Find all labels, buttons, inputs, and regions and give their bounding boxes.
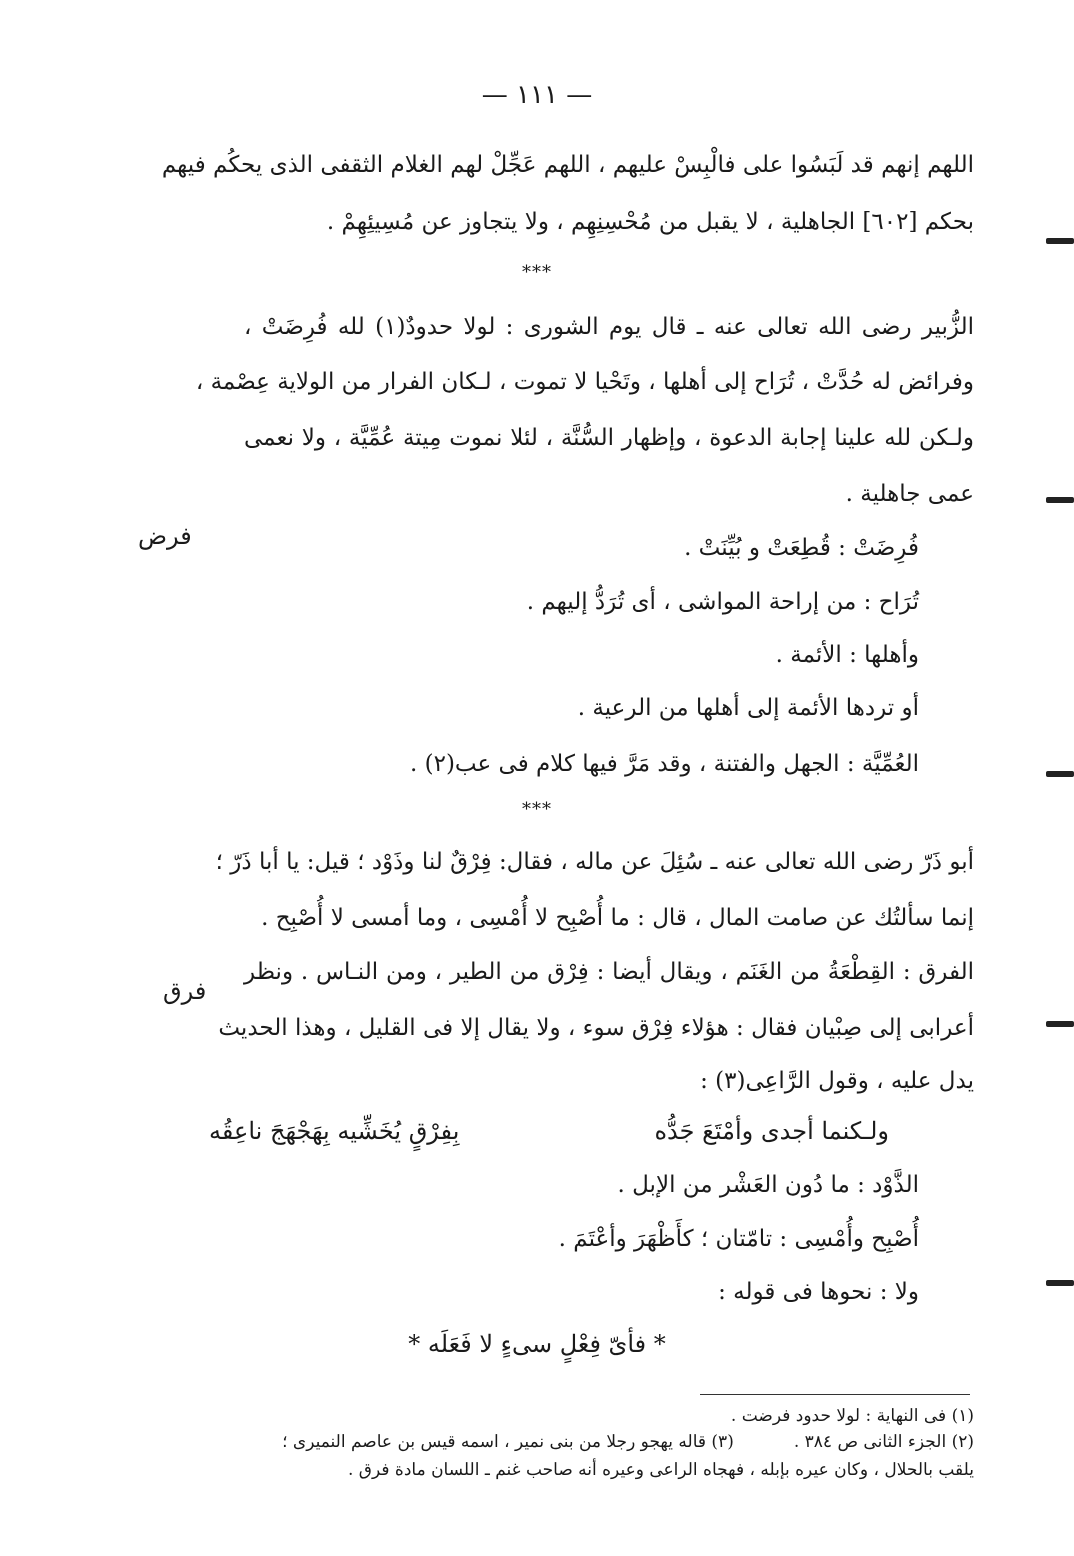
margin-root-frd: فرض: [138, 522, 192, 550]
margin-root-frq: فرق: [163, 977, 207, 1005]
footnote-3: (٣) قاله يهجو رجلا من بنى نمير ، اسمه قيس بن عاصم النميرى ؛: [282, 1432, 734, 1452]
entry2-line-2: إنما سألتُك عن صامت المال ، قال : ما أُصْبِح لا أُمْسِى ، وما أمسى لا أُصْبِح .: [261, 905, 974, 931]
entry1-line-4: عمى جاهلية .: [845, 481, 974, 507]
gloss-firq-line-1: الفرق : القِطْعَةُ من الغَنَم ، ويقال أيضا : فِرْق من الطير ، ومن النـاس . ونظر: [244, 959, 974, 985]
footnote-rule: [700, 1394, 970, 1395]
footnote-row-2: [214, 1430, 974, 1454]
gloss-turah: تُرَاح : من إراحة المواشى ، أى تُرَدُّ إليهم .: [526, 589, 919, 615]
gloss-la: ولا : نحوها فى قوله :: [718, 1279, 919, 1305]
section-separator: ***: [522, 262, 552, 283]
entry1-line-3: ولـكن لله علينا إجابة الدعوة ، وإظهار السُّنَّة ، لئلا نموت مِيتة عُمِّيَّة ، ولا نعمى: [244, 425, 974, 451]
intro-line-2: بحكم [٦٠٢] الجاهلية ، لا يقبل من مُحْسِنِهِم ، ولا يتجاوز عن مُسِيئِهِمْ .: [326, 209, 974, 235]
gloss-ahluha: وأهلها : الأئمة .: [775, 642, 919, 668]
section-separator-2: ***: [522, 799, 552, 820]
gloss-firq-line-3: يدل عليه ، وقول الرَّاعِى(٣) :: [700, 1068, 974, 1094]
verse-hemistich-2: بِفِرْقٍ يُخَشِّيه بِهَجْهَجَ ناعِقُه: [209, 1117, 460, 1145]
entry1-line-2: وفرائض له حُدَّتْ ، تُرَاح إلى أهلها ، وتَحْيا لا تموت ، لـكان الفرار من الولاية عِصْمة ،: [195, 369, 974, 395]
page-number: — ١١١ —: [481, 80, 593, 110]
entry2-line-1: أبو ذَرّ رضى الله تعالى عنه ـ سُئِلَ عن ماله ، فقال: فِرْقٌ لنا وذَوْد ؛ قيل: يا أبا ذَرّ ؛: [215, 849, 974, 875]
gloss-furidat: فُرِضَتْ : قُطِعَتْ و بُيِّنَتْ .: [684, 535, 919, 561]
verse-hemistich-1: ولـكنما أجدى وأمْتَعَ جَدُّه: [654, 1117, 889, 1145]
edge-mark: [1046, 1280, 1074, 1286]
footnote-3-continued: يلقب بالحلال ، وكان عيره بإبله ، فهجاه الراعى وعيره أنه صاحب غنم ـ اللسان مادة فرق .: [348, 1460, 974, 1480]
footnote-2: (٢) الجزء الثانى ص ٣٨٤ .: [793, 1432, 974, 1452]
edge-mark: [1046, 238, 1074, 244]
gloss-ayimma: أو تردها الأئمة إلى أهلها من الرعية .: [577, 695, 919, 721]
intro-line-1: اللهم إنهم قد لَبَسُوا على فالْبِسْ عليهم ، اللهم عَجِّلْ لهم الغلام الثقفى الذى يحكُم فيهم: [161, 152, 974, 178]
gloss-ummiyya: العُمِّيَّة : الجهل والفتنة ، وقد مَرَّ فيها كلام فى عب(٢) .: [409, 751, 919, 777]
gloss-firq-line-2: أعرابى إلى صِبْيان فقال : هؤلاء فِرْق سوء ، ولا يقال إلا فى القليل ، وهذا الحديث: [218, 1015, 974, 1041]
poetry-verse: [209, 1117, 889, 1145]
quoted-hemistich: * فأىّ فِعْلٍ سىءٍ لا فَعَلَه *: [408, 1330, 666, 1358]
footnote-1: (١) فى النهاية : لولا حدود فرضت .: [730, 1406, 974, 1426]
edge-mark: [1046, 497, 1074, 503]
edge-mark: [1046, 1021, 1074, 1027]
entry1-line-1: الزُّبير رضى الله تعالى عنه ـ قال يوم الشورى : لولا حدودٌ(١) لله فُرِضَتْ ،: [244, 314, 974, 340]
edge-mark: [1046, 771, 1074, 777]
gloss-usbih: أُصْبِح وأُمْسِى : تامّتان ؛ كأَظْهَرَ وأعْتَمَ .: [558, 1226, 919, 1252]
gloss-dhawd: الذَّوْد : ما دُون العَشْر من الإبل .: [617, 1172, 919, 1198]
